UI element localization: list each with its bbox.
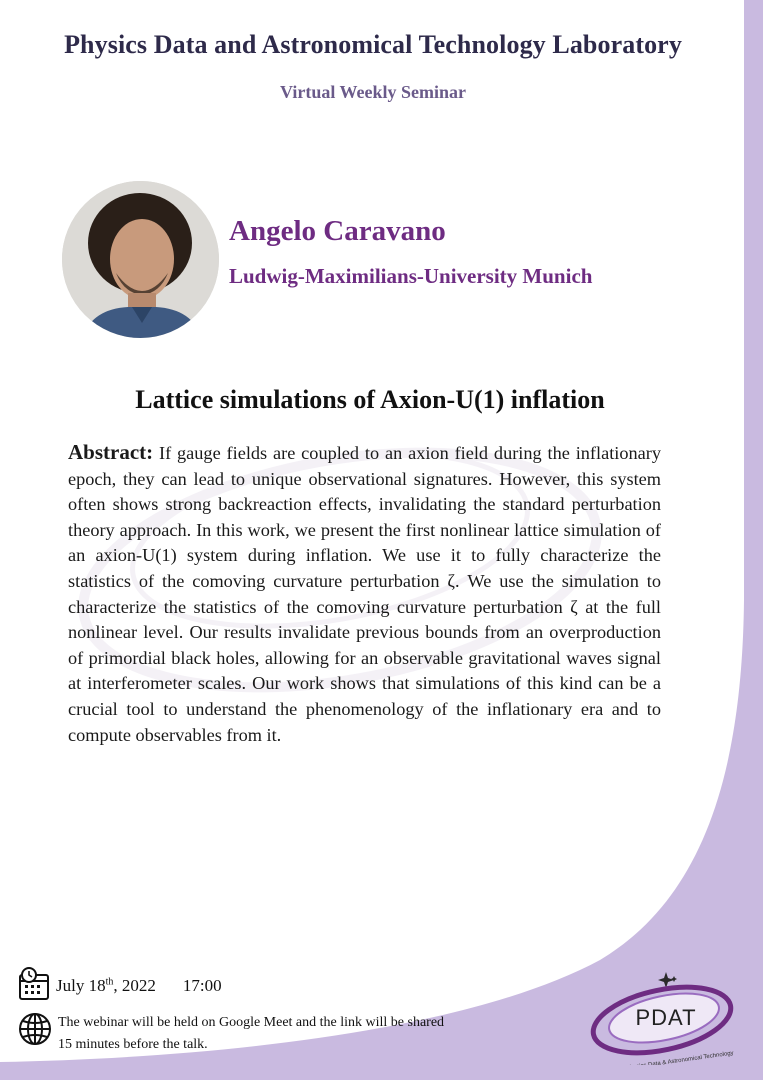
logo-subtext: Physics Data & Astronomical Technology [625, 1050, 735, 1065]
speaker-affiliation: Ludwig-Maximilians-University Munich [229, 264, 593, 288]
event-date-year: , 2022 [113, 976, 156, 995]
talk-title: Lattice simulations of Axion-U(1) inflation [135, 385, 605, 414]
event-date-day: July 18 [56, 976, 106, 995]
calendar-clock-icon [18, 967, 50, 1006]
event-date-suffix: th [105, 976, 114, 988]
pdat-logo [590, 970, 740, 1065]
speaker-name: Angelo Caravano [229, 215, 446, 247]
abstract [68, 440, 661, 748]
date-time-row [18, 968, 222, 1004]
lab-title: Physics Data and Astronomical Technology Laboratory [64, 30, 682, 59]
globe-icon [18, 1012, 52, 1051]
meeting-info-line-1: The webinar will be held on Google Meet and the link will be shared [58, 1015, 445, 1030]
meeting-info-line-2: 15 minutes before the talk. [58, 1037, 208, 1052]
abstract-text: If gauge fields are coupled to an axion field during the inflationary epoch, they can lead to unique observational signatures. However, this system often shows strong backreaction effects, invalidating the standard perturbation theory approach. In this work, we present the first nonlinear lattice simulation of an axion-U(1) system during inflation. We use it to fully characterize the statistics of the comoving curvature perturbation ζ. We use the simulation to characterize the statistics of the comoving curvature perturbation ζ at the full nonlinear level. Our results invalidate previous bounds from an overproduction of primordial black holes, allowing for an observable gravitational waves signal at interferometer scales. Our work shows that simulations of this kind can be a crucial tool to understand the phenomenology of the inflationary era and to compute observables from it. [68, 443, 661, 745]
logo-text: PDAT [635, 1005, 697, 1030]
abstract-label: Abstract: [68, 440, 154, 464]
event-date [56, 976, 156, 996]
event-time: 17:00 [182, 976, 222, 995]
seminar-subtitle: Virtual Weekly Seminar [280, 82, 466, 102]
speaker-photo [62, 181, 219, 338]
meeting-info-text [58, 1012, 498, 1056]
